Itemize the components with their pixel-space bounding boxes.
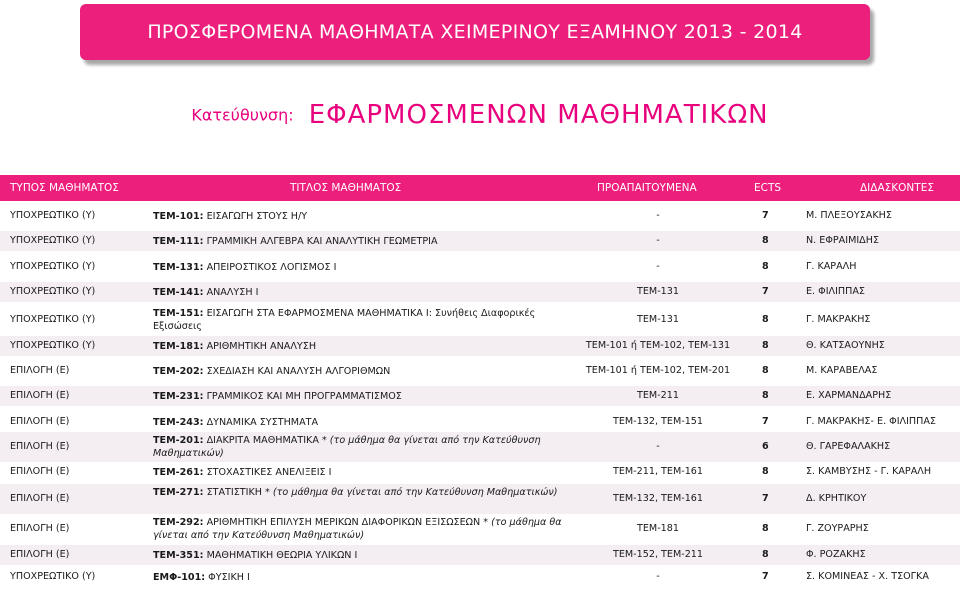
row-title — [153, 466, 573, 479]
table-row — [0, 361, 960, 381]
row-title — [153, 549, 573, 562]
row-ects: 7 — [762, 571, 769, 582]
row-type: ΕΠΙΛΟΓΗ (Ε) — [10, 365, 70, 376]
row-title-text: ΜΑΘΗΜΑΤΙΚΗ ΘΕΩΡΙΑ ΥΛΙΚΩΝ Ι — [206, 550, 358, 561]
row-code: ΤΕΜ-202: — [153, 366, 204, 377]
row-instructor: Σ. ΚΑΜΒΥΣΗΣ - Γ. ΚΑΡΑΛΗ — [806, 466, 932, 477]
row-type: ΥΠΟΧΡΕΩΤΙΚΟ (Υ) — [10, 261, 96, 272]
department-heading — [0, 100, 960, 136]
row-note: (το μάθημα θα γίνεται από την Κατεύθυνση Μαθηματικών) — [272, 487, 558, 498]
row-code: ΤΕΜ-131: — [153, 262, 204, 273]
row-title-text: ΕΙΣΑΓΩΓΗ ΣΤΟΥΣ Η/Υ — [206, 211, 308, 222]
row-title-text: ΣΤΟΧΑΣΤΙΚΕΣ ΑΝΕΛΙΞΕΙΣ Ι — [206, 467, 332, 478]
row-instructor: Μ. ΚΑΡΑΒΕΛΑΣ — [806, 365, 878, 376]
row-ects: 8 — [762, 340, 769, 351]
row-code: ΤΕΜ-271: — [153, 487, 204, 498]
row-ects: 7 — [762, 210, 769, 221]
header-course-title: ΤΙΤΛΟΣ ΜΑΘΗΜΑΤΟΣ — [290, 182, 402, 194]
row-title-text: ΦΥΣΙΚΗ Ι — [208, 572, 250, 583]
row-instructor: Φ. ΡΟΖΑΚΗΣ — [806, 549, 866, 560]
row-title-text: ΓΡΑΜΜΙΚΗ ΑΛΓΕΒΡΑ ΚΑΙ ΑΝΑΛΥΤΙΚΗ ΓΕΩΜΕΤΡΙΑ — [206, 236, 438, 247]
row-title — [153, 434, 573, 460]
table-header — [0, 175, 960, 201]
row-instructor: Θ. ΚΑΤΣΑΟΥΝΗΣ — [806, 340, 885, 351]
row-title — [153, 307, 573, 333]
row-prereq: - — [656, 571, 660, 582]
row-code: ΤΕΜ-151: — [153, 308, 204, 319]
row-title-text: ΣΤΑΤΙΣΤΙΚΗ * — [206, 487, 270, 498]
header-course-type: ΤΥΠΟΣ ΜΑΘΗΜΑΤΟΣ — [10, 182, 119, 194]
row-code: ΤΕΜ-181: — [153, 341, 204, 352]
row-prereq: ΤΕΜ-211 — [637, 390, 679, 401]
table-row — [0, 386, 960, 406]
row-code: ΤΕΜ-351: — [153, 550, 204, 561]
row-code: ΤΕΜ-101: — [153, 211, 204, 222]
header-ects: ECTS — [754, 182, 782, 194]
row-code: ΤΕΜ-201: — [153, 435, 204, 446]
row-prereq: ΤΕΜ-132, ΤΕΜ-151 — [612, 416, 704, 427]
header-instructors: ΔΙΔΑΣΚΟΝΤΕΣ — [860, 182, 934, 194]
row-title — [153, 516, 573, 542]
row-type: ΕΠΙΛΟΓΗ (Ε) — [10, 466, 70, 477]
row-title — [153, 486, 573, 499]
row-code: ΤΕΜ-231: — [153, 391, 204, 402]
row-title — [153, 286, 573, 299]
row-note: (το μάθημα θα γίνεται από την Κατεύθυνση Μαθηματικών) — [153, 435, 541, 459]
row-ects: 8 — [762, 314, 769, 325]
row-type: ΕΠΙΛΟΓΗ (Ε) — [10, 493, 70, 504]
row-title — [153, 390, 573, 403]
row-type: ΥΠΟΧΡΕΩΤΙΚΟ (Υ) — [10, 210, 96, 221]
table-row — [0, 545, 960, 565]
row-instructor: Γ. ΖΟΥΡΑΡΗΣ — [806, 523, 869, 534]
table-row — [0, 432, 960, 462]
row-prereq: ΤΕΜ-211, ΤΕΜ-161 — [612, 466, 704, 477]
row-type: ΕΠΙΛΟΓΗ (Ε) — [10, 390, 70, 401]
row-code: ΤΕΜ-243: — [153, 417, 204, 428]
row-title-text: ΓΡΑΜΜΙΚΟΣ ΚΑΙ ΜΗ ΠΡΟΓΡΑΜΜΑΤΙΣΜΟΣ — [206, 391, 402, 402]
row-ects: 7 — [762, 286, 769, 297]
row-ects: 8 — [762, 235, 769, 246]
row-title — [153, 340, 573, 353]
table-row — [0, 257, 960, 277]
row-title-text: ΣΧΕΔΙΑΣΗ ΚΑΙ ΑΝΑΛΥΣΗ ΑΛΓΟΡΙΘΜΩΝ — [206, 366, 391, 377]
row-ects: 7 — [762, 416, 769, 427]
row-code: ΤΕΜ-292: — [153, 517, 204, 528]
row-prereq: ΤΕΜ-181 — [637, 523, 679, 534]
row-ects: 8 — [762, 365, 769, 376]
row-ects: 8 — [762, 466, 769, 477]
row-prereq: - — [656, 235, 660, 246]
row-instructor: Δ. ΚΡΗΤΙΚΟΥ — [806, 493, 867, 504]
row-type: ΥΠΟΧΡΕΩΤΙΚΟ (Υ) — [10, 571, 96, 582]
row-ects: 8 — [762, 523, 769, 534]
row-prereq: - — [656, 210, 660, 221]
row-prereq: - — [656, 441, 660, 452]
row-instructor: Μ. ΠΛΕΞΟΥΣΑΚΗΣ — [806, 210, 892, 221]
row-title-text: ΑΡΙΘΜΗΤΙΚΗ ΑΝΑΛΥΣΗ — [206, 341, 317, 352]
row-instructor: Γ. ΚΑΡΑΛΗ — [806, 261, 857, 272]
row-prereq: ΤΕΜ-132, ΤΕΜ-161 — [612, 493, 704, 504]
row-prereq: ΤΕΜ-131 — [637, 286, 679, 297]
table-row — [0, 305, 960, 335]
row-type: ΥΠΟΧΡΕΩΤΙΚΟ (Υ) — [10, 340, 96, 351]
header-prerequisites: ΠΡΟΑΠΑΙΤΟΥΜΕΝΑ — [597, 182, 697, 194]
row-type: ΥΠΟΧΡΕΩΤΙΚΟ (Υ) — [10, 286, 96, 297]
table-row — [0, 484, 960, 514]
table-row — [0, 514, 960, 544]
row-code: ΕΜΦ-101: — [153, 572, 206, 583]
row-code: ΤΕΜ-141: — [153, 287, 204, 298]
department-name: ΕΦΑΡΜΟΣΜΕΝΩΝ ΜΑΘΗΜΑΤΙΚΩΝ — [308, 100, 769, 130]
row-title-text: ΑΝΑΛΥΣΗ Ι — [206, 287, 259, 298]
row-instructor: Ε. ΦΙΛΙΠΠΑΣ — [806, 286, 865, 297]
row-prereq: ΤΕΜ-101 ή ΤΕΜ-102, ΤΕΜ-131 — [585, 340, 731, 351]
row-ects: 7 — [762, 493, 769, 504]
row-title — [153, 210, 573, 223]
row-type: ΕΠΙΛΟΓΗ (Ε) — [10, 549, 70, 560]
table-row — [0, 282, 960, 302]
row-prereq: ΤΕΜ-131 — [637, 314, 679, 325]
page-title-banner — [80, 4, 870, 60]
row-instructor: Γ. ΜΑΚΡΑΚΗΣ — [806, 314, 871, 325]
row-instructor: Ν. ΕΦΡΑΙΜΙΔΗΣ — [806, 235, 880, 246]
page-title: ΠΡΟΣΦΕΡΟΜΕΝΑ ΜΑΘΗΜΑΤΑ ΧΕΙΜΕΡΙΝΟΥ ΕΞΑΜΗΝΟΥ 2013 - 2014 — [147, 21, 803, 43]
row-type: ΕΠΙΛΟΓΗ (Ε) — [10, 523, 70, 534]
row-instructor: Ε. ΧΑΡΜΑΝΔΑΡΗΣ — [806, 390, 892, 401]
row-code: ΤΕΜ-261: — [153, 467, 204, 478]
row-prereq: - — [656, 261, 660, 272]
row-title-text: ΕΙΣΑΓΩΓΗ ΣΤΑ ΕΦΑΡΜΟΣΜΕΝΑ ΜΑΘΗΜΑΤΙΚΑ Ι: Συνήθεις Διαφορικές Εξισώσεις — [153, 308, 536, 332]
row-ects: 6 — [762, 441, 769, 452]
row-title — [153, 261, 573, 274]
row-type: ΥΠΟΧΡΕΩΤΙΚΟ (Υ) — [10, 314, 96, 325]
row-note: (το μάθημα θα γίνεται από την Κατεύθυνση Μαθηματικών) — [153, 517, 562, 541]
row-type: ΕΠΙΛΟΓΗ (Ε) — [10, 441, 70, 452]
row-title — [153, 571, 573, 584]
row-title-text: ΔΙΑΚΡΙΤΑ ΜΑΘΗΜΑΤΙΚΑ * — [206, 435, 327, 446]
row-title-text: ΔΥΝΑΜΙΚΑ ΣΥΣΤΗΜΑΤΑ — [206, 417, 319, 428]
table-row — [0, 336, 960, 356]
row-instructor: Γ. ΜΑΚΡΑΚΗΣ- Ε. ΦΙΛΙΠΠΑΣ — [806, 416, 936, 427]
department-label: Κατεύθυνση: — [191, 105, 294, 125]
row-prereq: ΤΕΜ-152, ΤΕΜ-211 — [612, 549, 704, 560]
row-title-text: ΑΡΙΘΜΗΤΙΚΗ ΕΠΙΛΥΣΗ ΜΕΡΙΚΩΝ ΔΙΑΦΟΡΙΚΩΝ ΕΞΙΣΩΣΕΩΝ * — [206, 517, 489, 528]
table-row — [0, 206, 960, 226]
row-type: ΕΠΙΛΟΓΗ (Ε) — [10, 416, 70, 427]
row-code: ΤΕΜ-111: — [153, 236, 204, 247]
table-row — [0, 412, 960, 432]
row-title — [153, 365, 573, 378]
row-title — [153, 416, 573, 429]
table-row — [0, 567, 960, 587]
row-ects: 8 — [762, 261, 769, 272]
row-title-text: ΑΠΕΙΡΟΣΤΙΚΟΣ ΛΟΓΙΣΜΟΣ Ι — [206, 262, 337, 273]
table-row — [0, 231, 960, 251]
row-title — [153, 235, 573, 248]
row-type: ΥΠΟΧΡΕΩΤΙΚΟ (Υ) — [10, 235, 96, 246]
row-ects: 8 — [762, 549, 769, 560]
table-row — [0, 462, 960, 482]
row-prereq: ΤΕΜ-101 ή ΤΕΜ-102, ΤΕΜ-201 — [585, 365, 731, 376]
row-instructor: Θ. ΓΑΡΕΦΑΛΑΚΗΣ — [806, 441, 891, 452]
row-ects: 8 — [762, 390, 769, 401]
row-instructor: Σ. ΚΟΜΙΝΕΑΣ - Χ. ΤΣΟΓΚΑ — [806, 571, 929, 582]
